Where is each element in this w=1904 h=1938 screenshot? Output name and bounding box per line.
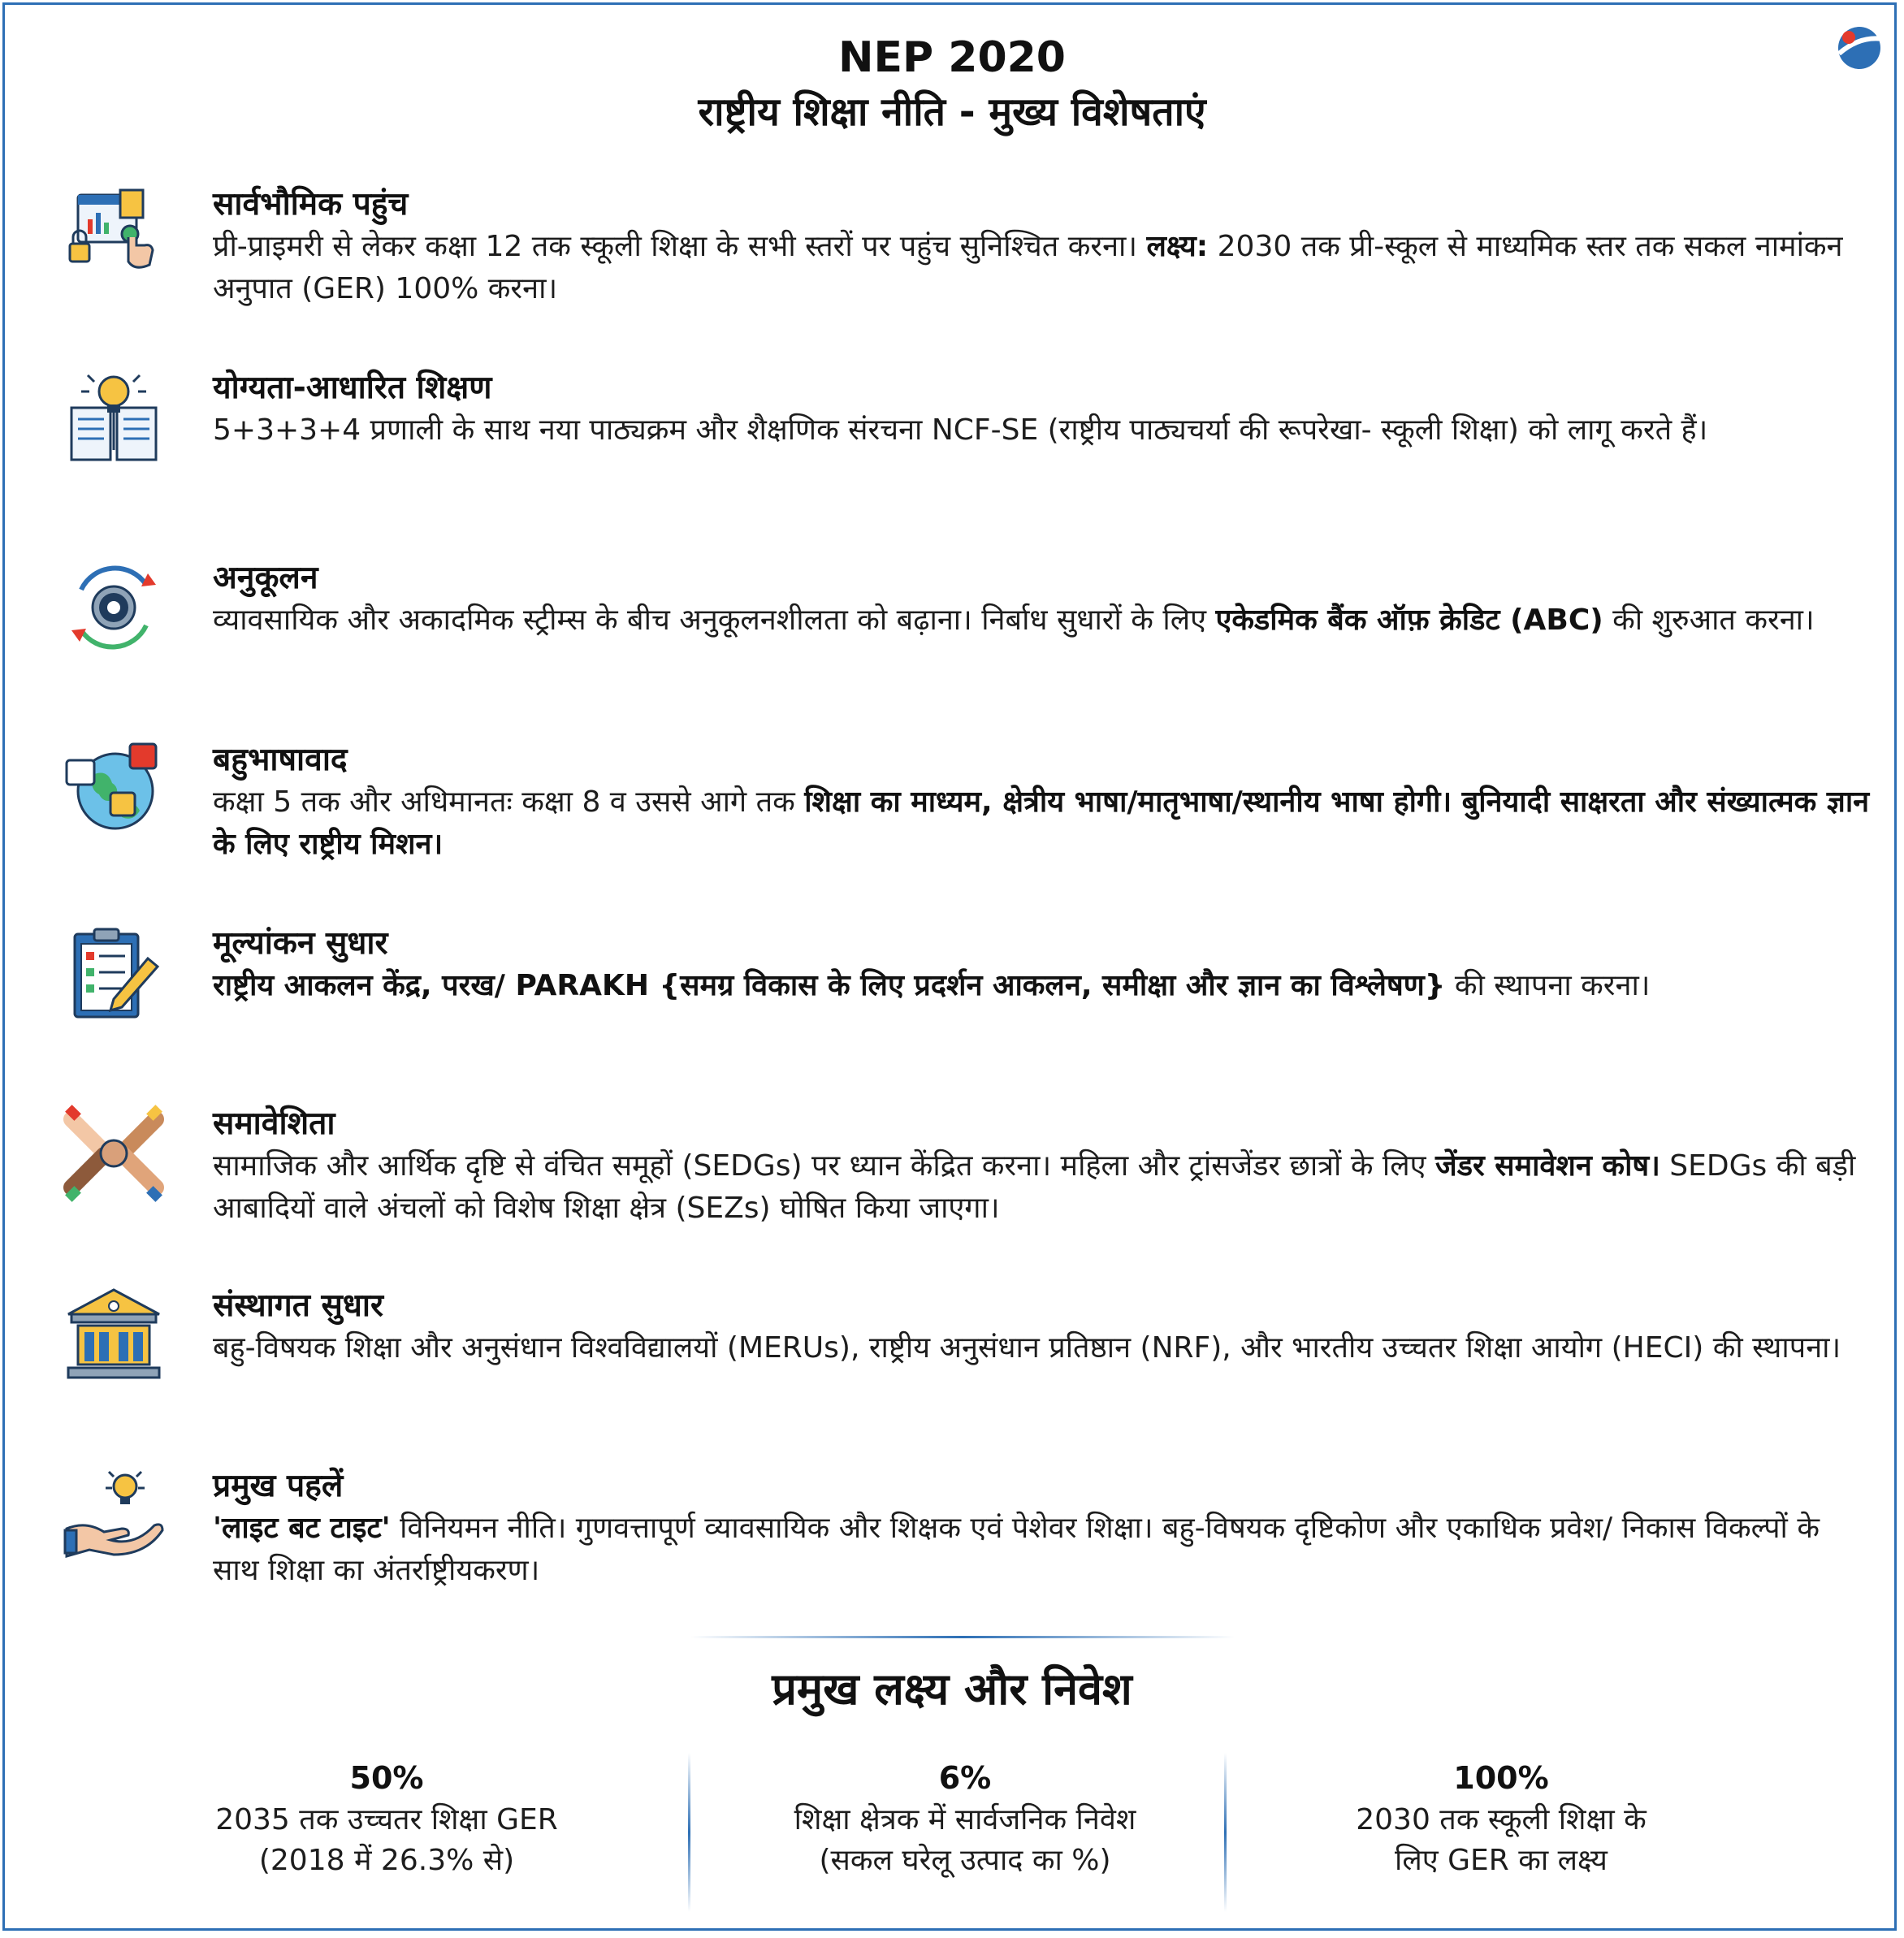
clipboard-checklist-icon <box>63 923 164 1023</box>
goal-description-line1: 2035 तक उच्चतर शिक्षा GER <box>215 1803 558 1836</box>
feature-body-text: SEDGs की बड़ी आबादियों वाले अंचलों को विशेष शिक्षा क्षेत्र (SEZs) घोषित किया जाएगा। <box>213 1149 1856 1225</box>
goal-description-line2: (2018 में 26.3% से) <box>258 1844 515 1877</box>
feature-body-text: की शुरुआत करना। <box>1603 603 1815 637</box>
access-dashboard-icon <box>63 184 164 284</box>
feature-body <box>213 226 1870 310</box>
goal-value: 100% <box>1453 1760 1549 1796</box>
feature-body-emphasis: लक्ष्य: <box>1146 230 1209 263</box>
goal-value: 6% <box>938 1760 992 1796</box>
feature-body-text: कक्षा 5 तक और अधिमानतः कक्षा 8 व उससे आगे तक <box>213 785 805 819</box>
feature-body-text: की स्थापना करना। <box>1445 969 1651 1002</box>
hand-lightbulb-icon <box>63 1465 164 1566</box>
institution-building-icon <box>63 1285 164 1386</box>
page-subtitle: राष्ट्रीय शिक्षा नीति - मुख्य विशेषताएं <box>698 89 1206 135</box>
page-title: NEP 2020 <box>838 33 1066 82</box>
joined-hands-icon <box>63 1103 164 1204</box>
feature-heading: संस्थागत सुधार <box>213 1287 383 1324</box>
goal-description-line1: शिक्षा क्षेत्रक में सार्वजनिक निवेश <box>794 1803 1136 1836</box>
goal-stat-school-ger <box>1241 1756 1761 1881</box>
feature-body <box>213 1145 1870 1230</box>
goal-stat-public-investment <box>705 1756 1225 1881</box>
feature-heading: सार्वभौमिक पहुंच <box>213 186 409 223</box>
goal-description-line1: 2030 तक स्कूली शिक्षा के <box>1356 1803 1647 1836</box>
feature-heading: समावेशिता <box>213 1105 335 1142</box>
feature-body <box>213 1327 1870 1369</box>
feature-body <box>213 781 1870 866</box>
feature-body <box>213 1508 1870 1592</box>
feature-heading: बहुभाषावाद <box>213 742 348 778</box>
feature-heading: अनुकूलन <box>213 560 318 596</box>
feature-body-emphasis: 'लाइट बट टाइट' <box>213 1512 391 1545</box>
feature-body <box>213 965 1870 1007</box>
gear-cycle-icon <box>63 557 164 658</box>
goals-section-title: प्रमुख लक्ष्य और निवेश <box>772 1663 1132 1715</box>
section-divider <box>690 1636 1235 1638</box>
feature-heading: योग्यता-आधारित शिक्षण <box>213 370 492 406</box>
feature-body-emphasis: एकेडमिक बैंक ऑफ़ क्रेडिट (ABC) <box>1215 603 1603 637</box>
feature-body <box>213 409 1870 452</box>
feature-body-text: प्री-प्राइमरी से लेकर कक्षा 12 तक स्कूली शिक्षा के सभी स्तरों पर पहुंच सुनिश्चित करना। <box>213 230 1147 263</box>
goal-description-line2: लिए GER का लक्ष्य <box>1395 1844 1608 1877</box>
feature-body <box>213 599 1870 642</box>
feature-body-text: बहु-विषयक शिक्षा और अनुसंधान विश्वविद्यालयों (MERUs), राष्ट्रीय अनुसंधान प्रतिष्ठान (NRF), और भारतीय उच्चतर शिक्षा आयोग (HECI) की स्थापना। <box>213 1331 1841 1365</box>
feature-body-text: 2030 तक प्री-स्कूल से माध्यमिक स्तर तक सकल नामांकन अनुपात (GER) 100% करना। <box>213 230 1843 305</box>
feature-body-emphasis: जेंडर समावेशन कोष। <box>1435 1149 1660 1183</box>
feature-body-emphasis: राष्ट्रीय आकलन केंद्र, परख/ PARAKH {समग्र विकास के लिए प्रदर्शन आकलन, समीक्षा और ज्ञान का विश्लेषण} <box>213 969 1446 1002</box>
goal-description-line2: (सकल घरेलू उत्पाद का %) <box>819 1844 1111 1877</box>
feature-body-text: व्यावसायिक और अकादमिक स्ट्रीम्स के बीच अनुकूलनशीलता को बढ़ाना। निर्बाध सुधारों के लिए <box>213 603 1216 637</box>
stat-divider <box>1224 1753 1227 1912</box>
feature-body-emphasis: शिक्षा का माध्यम, क्षेत्रीय भाषा/मातृभाषा/स्थानीय भाषा होगी। बुनियादी साक्षरता और संख्यात्मक ज्ञान के लिए राष्ट्रीय मिशन। <box>213 785 1870 861</box>
book-lightbulb-icon <box>63 367 164 468</box>
feature-body-text: 5+3+3+4 प्रणाली के साथ नया पाठ्यक्रम और शैक्षणिक संरचना NCF-SE (राष्ट्रीय पाठ्यचर्या की रूपरेखा- स्कूली शिक्षा) को लागू करते हैं। <box>213 413 1708 447</box>
goal-value: 50% <box>349 1760 424 1796</box>
feature-body-text: विनियमन नीति। गुणवत्तापूर्ण व्यावसायिक और शिक्षक एवं पेशेवर शिक्षा। बहु-विषयक दृष्टिकोण और एकाधिक प्रवेश/ निकास विकल्पों के साथ शिक्षा का अंतर्राष्ट्रीयकरण। <box>213 1512 1820 1587</box>
feature-heading: मूल्यांकन सुधार <box>213 925 388 962</box>
feature-body-text: सामाजिक और आर्थिक दृष्टि से वंचित समूहों (SEDGs) पर ध्यान केंद्रित करना। महिला और ट्रांसजेंडर छात्रों के लिए <box>213 1149 1435 1183</box>
stat-divider <box>688 1753 690 1912</box>
feature-heading: प्रमुख पहलें <box>213 1468 344 1504</box>
globe-language-icon <box>63 739 164 840</box>
goal-stat-higher-education-ger <box>127 1756 647 1881</box>
page-header <box>0 31 1904 140</box>
